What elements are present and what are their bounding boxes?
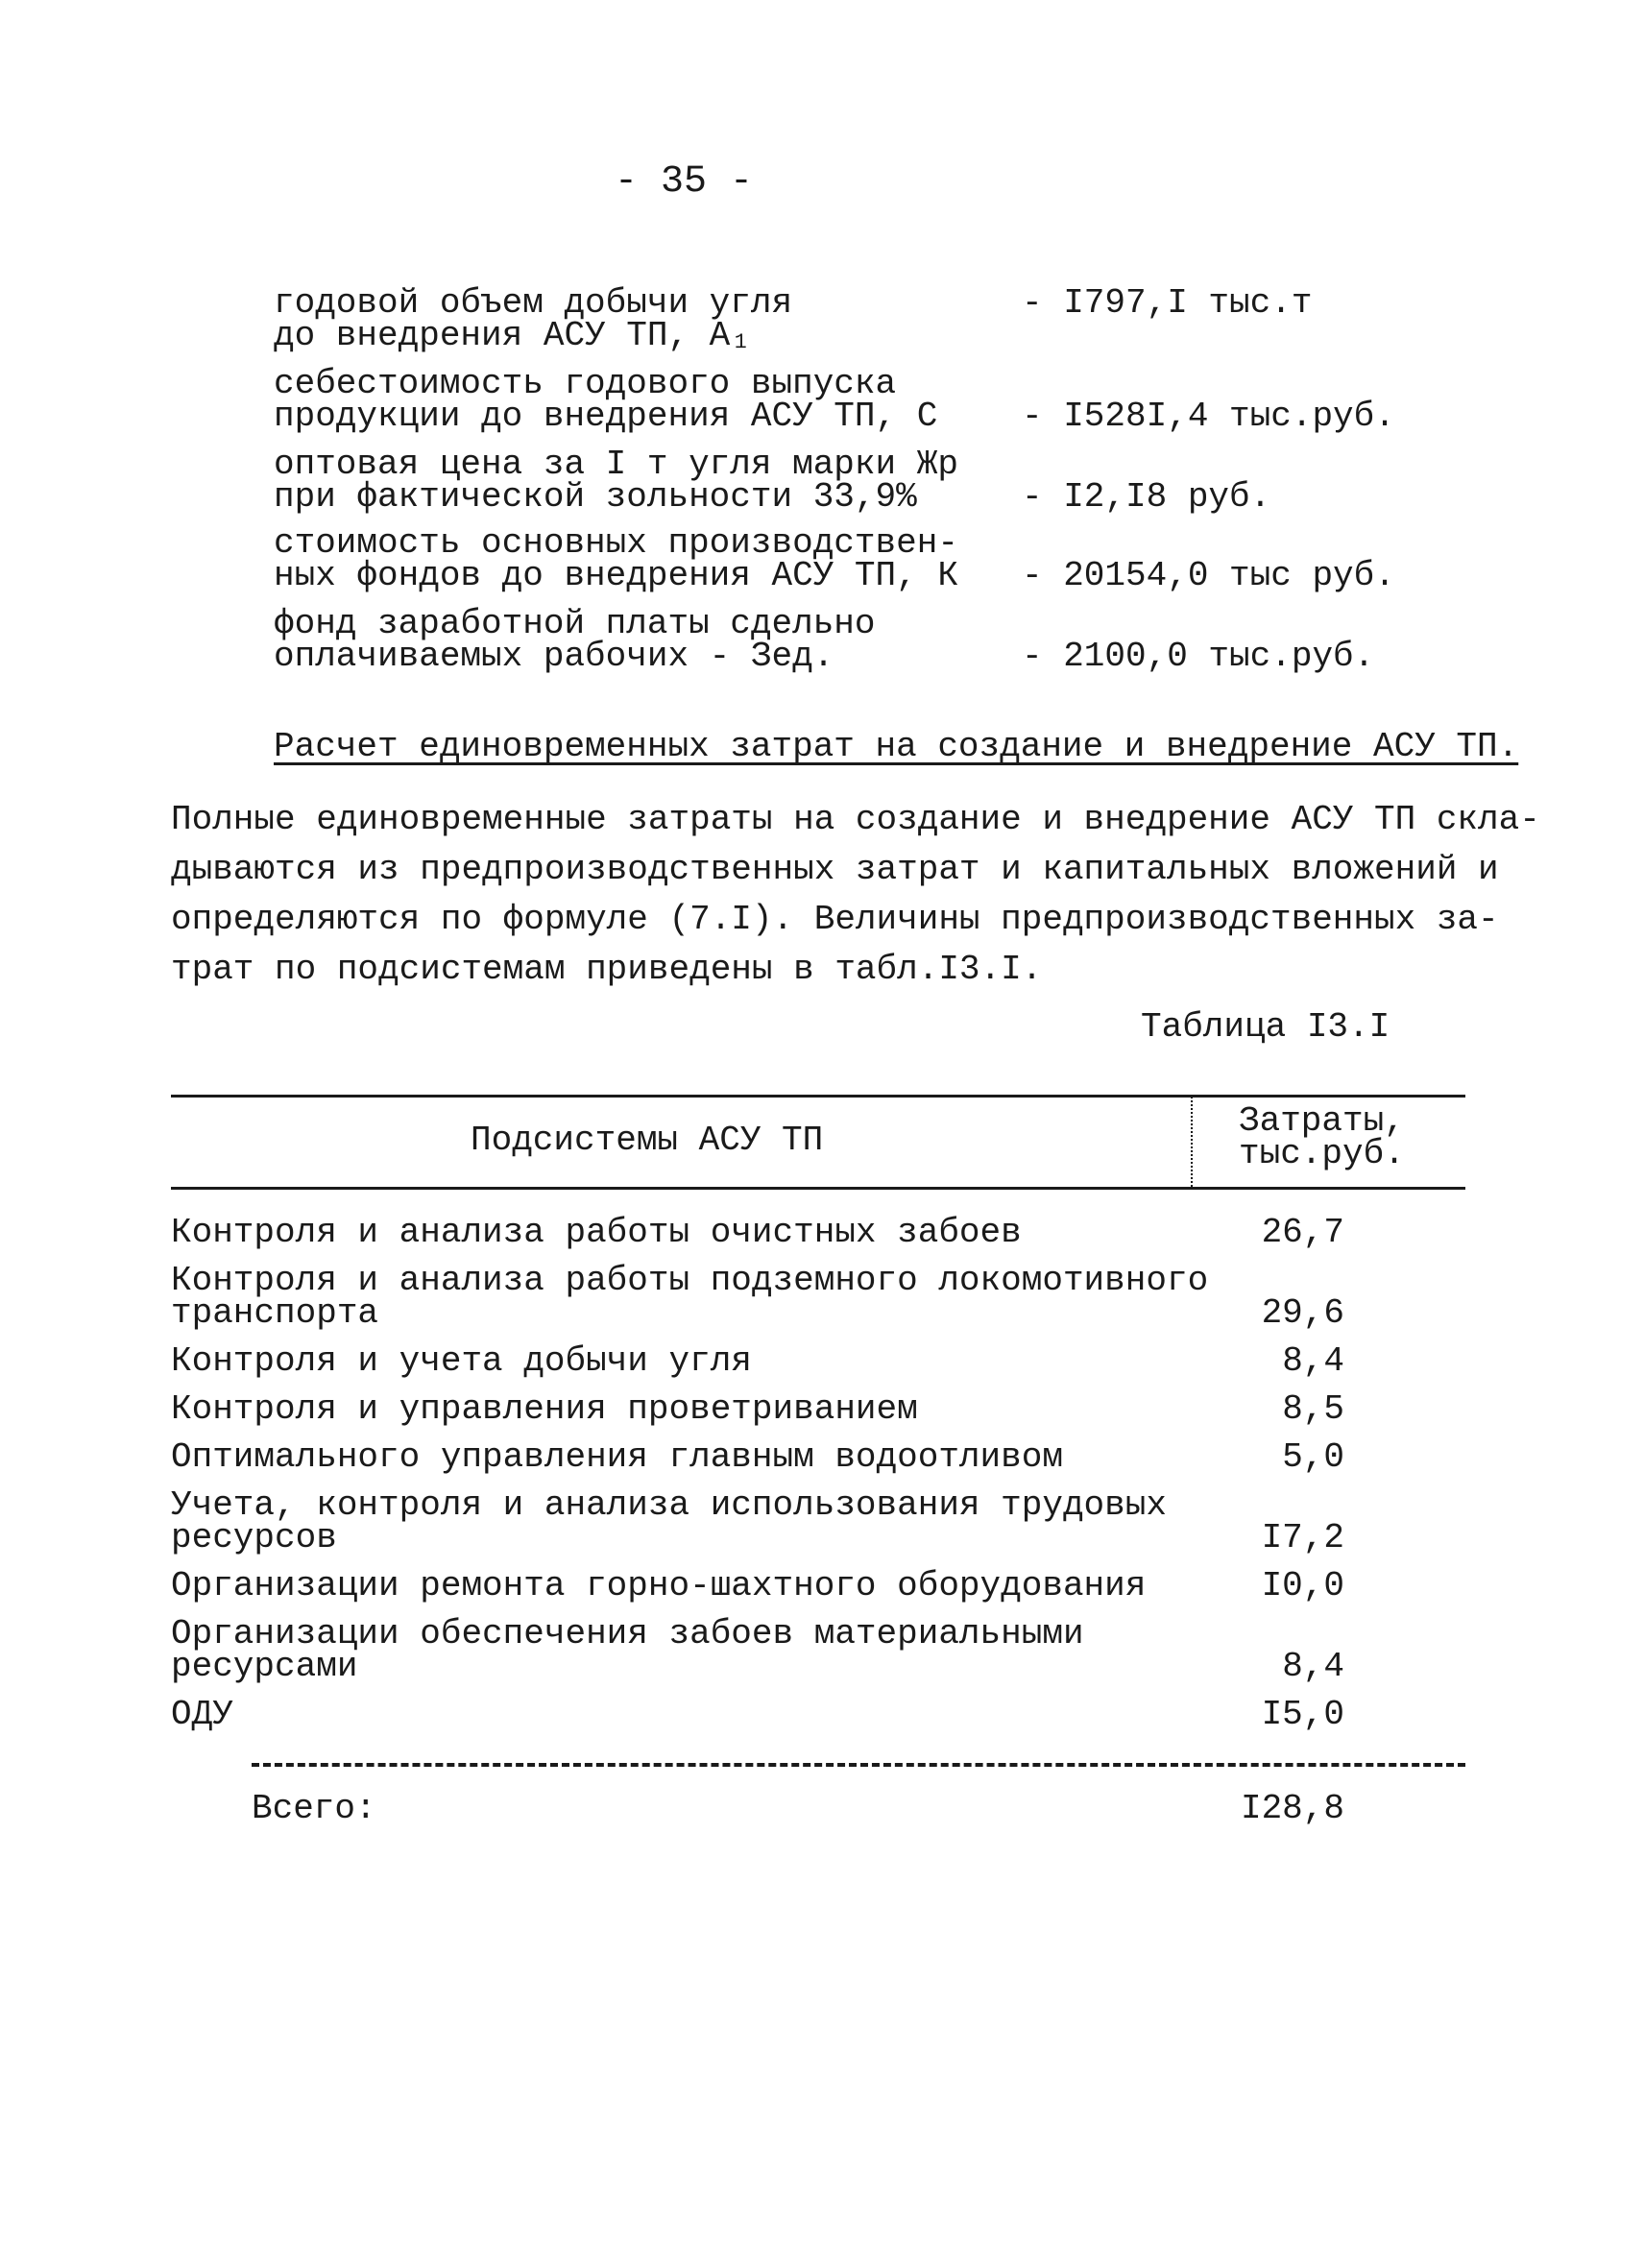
param-label-line: стоимость основных производствен-: [274, 523, 958, 563]
table-header-costs: [1239, 1101, 1405, 1173]
table-total-dashed-rule: [252, 1763, 1465, 1767]
page-number: - 35 -: [615, 160, 754, 204]
param-label-line: при фактической зольности 33,9%: [274, 477, 917, 517]
table-row-value: 26,7: [1261, 1213, 1344, 1252]
table-header-costs-line: тыс.руб.: [1239, 1134, 1405, 1173]
table-row-value: I0,0: [1261, 1566, 1344, 1605]
table-row-name: [171, 1389, 918, 1429]
table-row-name-line: Контроля и анализа работы очистных забоев: [171, 1213, 1022, 1252]
param-value-annual-output: - I797,I тыс.т: [1022, 283, 1313, 323]
param-label-line: оптовая цена за I т угля марки Жр: [274, 445, 958, 484]
table-row-name: [171, 1261, 1209, 1333]
body-line: Полные единовременные затраты на создание и внедрение АСУ ТП скла-: [171, 800, 1540, 839]
param-value-fixed-assets: - 20154,0 тыс руб.: [1022, 556, 1395, 595]
table-row-name-line: Контроля и учета добычи угля: [171, 1341, 752, 1381]
table-header-costs-line: Затраты,: [1239, 1101, 1405, 1141]
body-line: трат по подсистемам приведены в табл.I3.I.: [171, 950, 1043, 989]
table-row-value: 8,4: [1282, 1341, 1344, 1381]
param-label-line: продукции до внедрения АСУ ТП, С: [274, 397, 938, 436]
table-row-name: [171, 1566, 1147, 1605]
table-row-value: I7,2: [1261, 1518, 1344, 1557]
body-paragraph: [171, 800, 1540, 1002]
table-row-name-line: ресурсами: [171, 1647, 358, 1686]
table-row-name: [171, 1341, 752, 1381]
param-label-fixed-assets: [274, 523, 958, 595]
table-total-label: Всего:: [252, 1789, 376, 1828]
table-top-rule: [171, 1095, 1465, 1098]
param-label-line: ных фондов до внедрения АСУ ТП, К: [274, 556, 958, 595]
param-label-wage-fund: [274, 604, 876, 676]
table-header-rule: [171, 1187, 1465, 1190]
table-row-value: I5,0: [1261, 1695, 1344, 1734]
param-label-line: фонд заработной платы сдельно: [274, 604, 876, 643]
table-row-name-line: Контроля и управления проветриванием: [171, 1389, 918, 1429]
table-header-subsystems: Подсистемы АСУ ТП: [471, 1121, 824, 1160]
param-label-line: до внедрения АСУ ТП, А₁: [274, 316, 751, 355]
table-row-name-line: ОДУ: [171, 1695, 233, 1734]
table-row-value: 5,0: [1282, 1437, 1344, 1477]
param-label-line: оплачиваемых рабочих - Зед.: [274, 637, 834, 676]
param-value-wage-fund: - 2100,0 тыс.руб.: [1022, 637, 1375, 676]
table-row-name: [171, 1614, 1084, 1686]
table-row-name-line: Организации обеспечения забоев материальными: [171, 1614, 1084, 1653]
section-heading: Расчет единовременных затрат на создание и внедрение АСУ ТП.: [274, 727, 1519, 766]
table-caption: Таблица I3.I: [1141, 1007, 1390, 1047]
table-row-value: 8,4: [1282, 1647, 1344, 1686]
table-row-name-line: Контроля и анализа работы подземного локомотивного: [171, 1261, 1209, 1300]
table-row-name-line: Учета, контроля и анализа использования трудовых: [171, 1485, 1167, 1525]
table-row-name-line: транспорта: [171, 1293, 379, 1333]
param-label-cost-price: [274, 364, 938, 436]
param-value-cost-price: - I528I,4 тыс.руб.: [1022, 397, 1395, 436]
body-line: определяются по формуле (7.I). Величины предпроизводственных за-: [171, 900, 1499, 939]
body-line: дываются из предпроизводственных затрат и капитальных вложений и: [171, 850, 1499, 889]
table-row-name: [171, 1213, 1022, 1252]
table-total-value: I28,8: [1240, 1789, 1344, 1828]
table-row-name: [171, 1437, 1063, 1477]
table-row-name-line: Оптимального управления главным водоотливом: [171, 1437, 1063, 1477]
table-row-value: 8,5: [1282, 1389, 1344, 1429]
param-label-annual-output: [274, 283, 793, 355]
param-label-line: годовой объем добычи угля: [274, 283, 793, 323]
table-row-name-line: ресурсов: [171, 1518, 337, 1557]
table-row-name: [171, 1485, 1167, 1557]
table-row-value: 29,6: [1261, 1293, 1344, 1333]
table-row-name: [171, 1695, 233, 1734]
param-label-line: себестоимость годового выпуска: [274, 364, 897, 403]
table-row-name-line: Организации ремонта горно-шахтного оборудования: [171, 1566, 1147, 1605]
table-header-separator: [1191, 1097, 1193, 1187]
param-value-wholesale-price: - I2,I8 руб.: [1022, 477, 1271, 517]
param-label-wholesale-price: [274, 445, 958, 517]
